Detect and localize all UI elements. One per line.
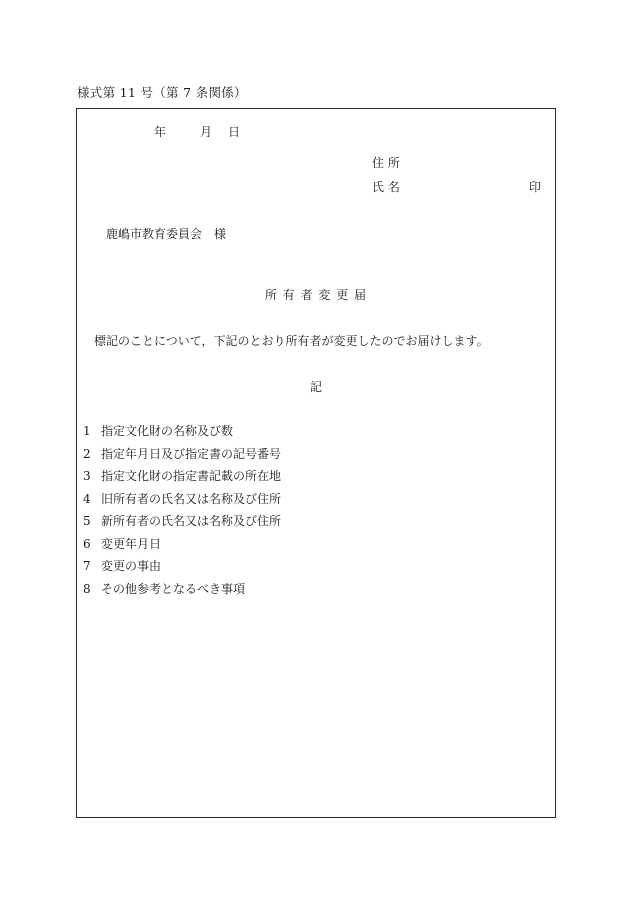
list-item-text: 新所有者の氏名又は名称及び住所: [101, 514, 282, 528]
body-text: 標記のことについて，下記のとおり所有者が変更したのでお届けします。: [94, 334, 489, 348]
list-item-number: 4: [83, 491, 91, 506]
list-item: [83, 513, 281, 536]
list-item-number: 8: [83, 581, 91, 596]
year-label: 年: [154, 125, 167, 139]
list-item-number: 7: [83, 559, 91, 573]
list-item-text: その他参考となるべき事項: [101, 581, 246, 596]
day-label: 日: [228, 125, 241, 139]
list-item-text: 変更年月日: [101, 536, 162, 551]
list-item: [83, 446, 281, 469]
list-item: [83, 558, 281, 581]
addressee: 鹿嶋市教育委員会 様: [106, 227, 227, 241]
item-list: [83, 423, 281, 603]
list-item: [83, 536, 281, 559]
list-item-number: 1: [83, 424, 91, 438]
address-label: 住 所: [372, 156, 400, 170]
list-item-text: 旧所有者の氏名又は名称及び住所: [101, 491, 282, 506]
list-item-number: 6: [83, 536, 91, 551]
date-row: [154, 123, 240, 140]
stamp-label: 印: [529, 180, 542, 194]
list-item-number: 5: [83, 514, 91, 528]
ki-heading: 記: [309, 380, 322, 394]
list-item: [83, 491, 281, 514]
list-item: [83, 581, 281, 604]
list-item-text: 指定文化財の指定書記載の所在地: [101, 469, 282, 483]
list-item-text: 変更の事由: [101, 559, 162, 573]
list-item-number: 2: [83, 446, 91, 461]
document-title: 所 有 者 変 更 届: [264, 288, 368, 302]
list-item-number: 3: [83, 469, 91, 483]
list-item-text: 指定年月日及び指定書の記号番号: [101, 446, 282, 461]
list-item-text: 指定文化財の名称及び数: [101, 424, 234, 438]
list-item: [83, 423, 281, 446]
month-label: 月: [200, 125, 213, 139]
form-frame: [76, 108, 556, 818]
form-number: 様式第 11 号（第 7 条関係）: [77, 85, 247, 100]
list-item: [83, 468, 281, 491]
name-label: 氏 名: [372, 180, 400, 194]
